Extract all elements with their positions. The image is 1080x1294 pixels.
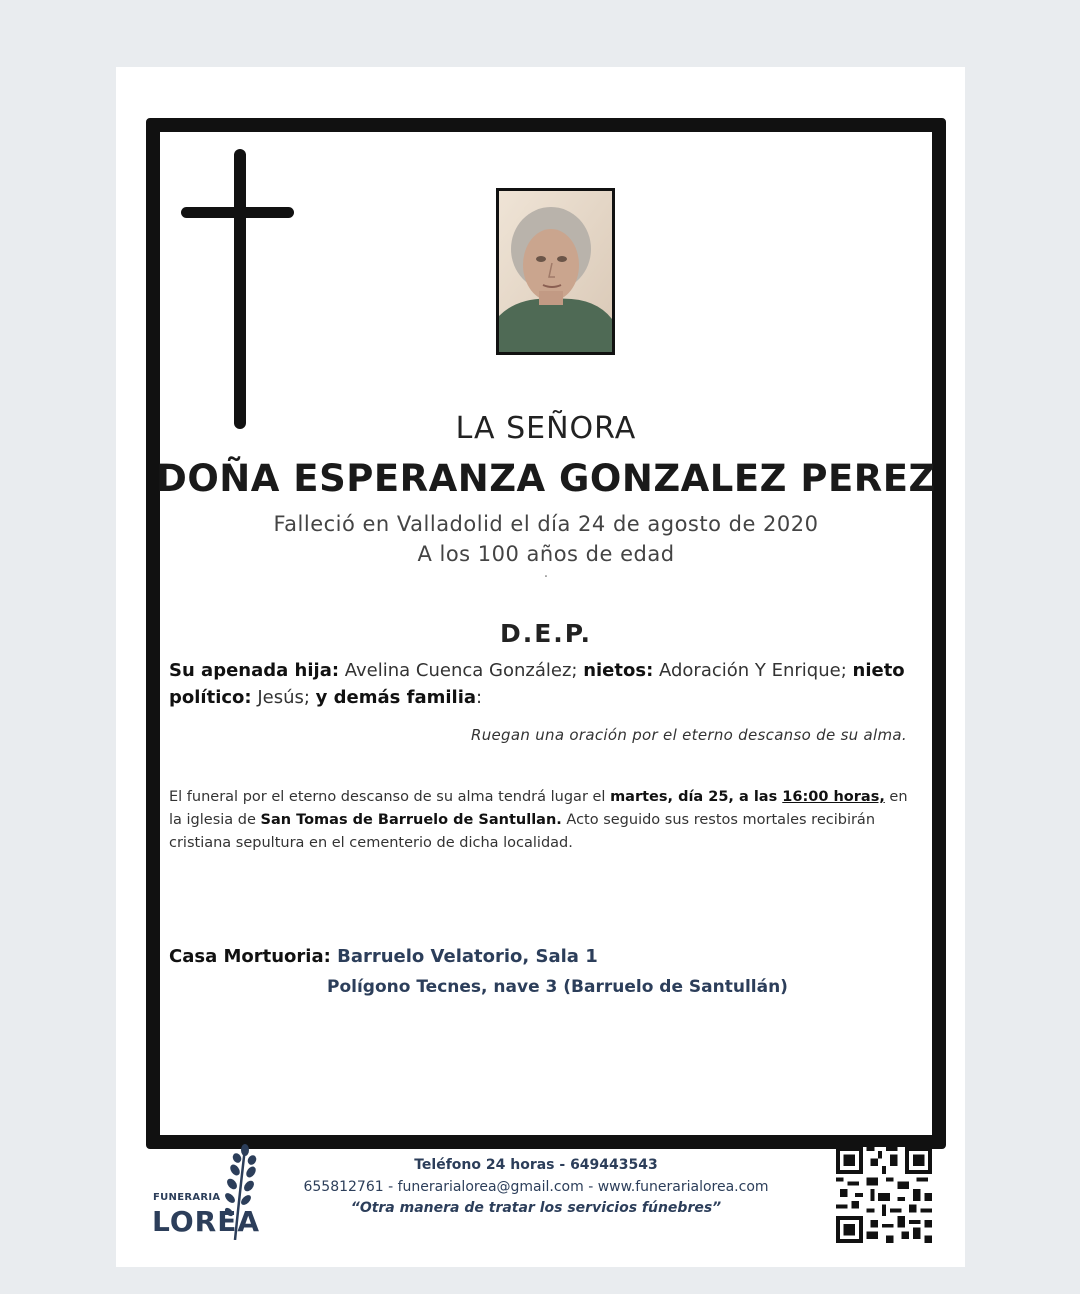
prayer-request: Ruegan una oración por el eterno descanso de su alma. xyxy=(471,726,907,744)
funeral-home-label: Casa Mortuoria: xyxy=(169,946,331,967)
qr-code-icon[interactable] xyxy=(836,1147,932,1243)
grandchildren-label: nietos: xyxy=(583,660,654,681)
other-family-label: y demás familia xyxy=(315,687,477,708)
daughter-name: Avelina Cuenca González; xyxy=(339,660,584,681)
funeral-church-intro: en la iglesia de xyxy=(169,789,908,828)
salutation-title: LA SEÑORA xyxy=(455,411,637,446)
death-date-line: Falleció en Valladolid el día 24 de agosto de 2020 xyxy=(273,512,819,536)
obituary-page xyxy=(116,67,965,1267)
funeral-intro: El funeral por el eterno descanso de su alma tendrá lugar el xyxy=(169,789,611,805)
other-family-suffix: : xyxy=(476,687,483,708)
grandson-in-law-label: nieto político: xyxy=(169,660,905,708)
footer-phone: Teléfono 24 horas - 649443543 xyxy=(414,1157,658,1173)
logo-tagline: FUNERARIA xyxy=(153,1192,221,1203)
rip-heading: D.E.P. xyxy=(499,619,593,648)
footer-contact: 655812761 - funerarialorea@gmail.com - www.funerarialorea.com xyxy=(303,1179,769,1195)
funeral-time: 16:00 horas, xyxy=(782,789,885,805)
funeral-home-address: Polígono Tecnes, nave 3 (Barruelo de Santullán) xyxy=(327,977,788,997)
deceased-name: DOÑA ESPERANZA GONZALEZ PEREZ xyxy=(156,457,936,500)
family-mourners xyxy=(169,657,909,711)
funeral-details xyxy=(169,786,911,855)
funeraria-lorea-logo xyxy=(151,1140,266,1250)
grandchildren-names: Adoración Y Enrique; xyxy=(653,660,853,681)
deceased-portrait-photo xyxy=(496,188,615,355)
funeral-church: San Tomas de Barruelo de Santullan. xyxy=(260,812,562,828)
funeral-day: martes, día 25, a las xyxy=(610,789,783,805)
cross-horizontal-bar xyxy=(181,207,294,218)
funeral-home xyxy=(169,946,598,967)
cross-vertical-bar xyxy=(234,149,246,429)
daughter-label: Su apenada hija: xyxy=(169,660,340,681)
funeral-burial: Acto seguido sus restos mortales recibirán cristiana sepultura en el cementerio de dicha localidad. xyxy=(169,812,876,851)
logo-wordmark: LOREA xyxy=(152,1205,261,1238)
grandson-in-law-name: Jesús; xyxy=(251,687,316,708)
funeral-home-venue: Barruelo Velatorio, Sala 1 xyxy=(337,946,598,967)
age-line: A los 100 años de edad xyxy=(417,542,675,566)
footer-slogan: “Otra manera de tratar los servicios fúnebres” xyxy=(350,1200,722,1216)
separator-dot: . xyxy=(543,565,549,581)
